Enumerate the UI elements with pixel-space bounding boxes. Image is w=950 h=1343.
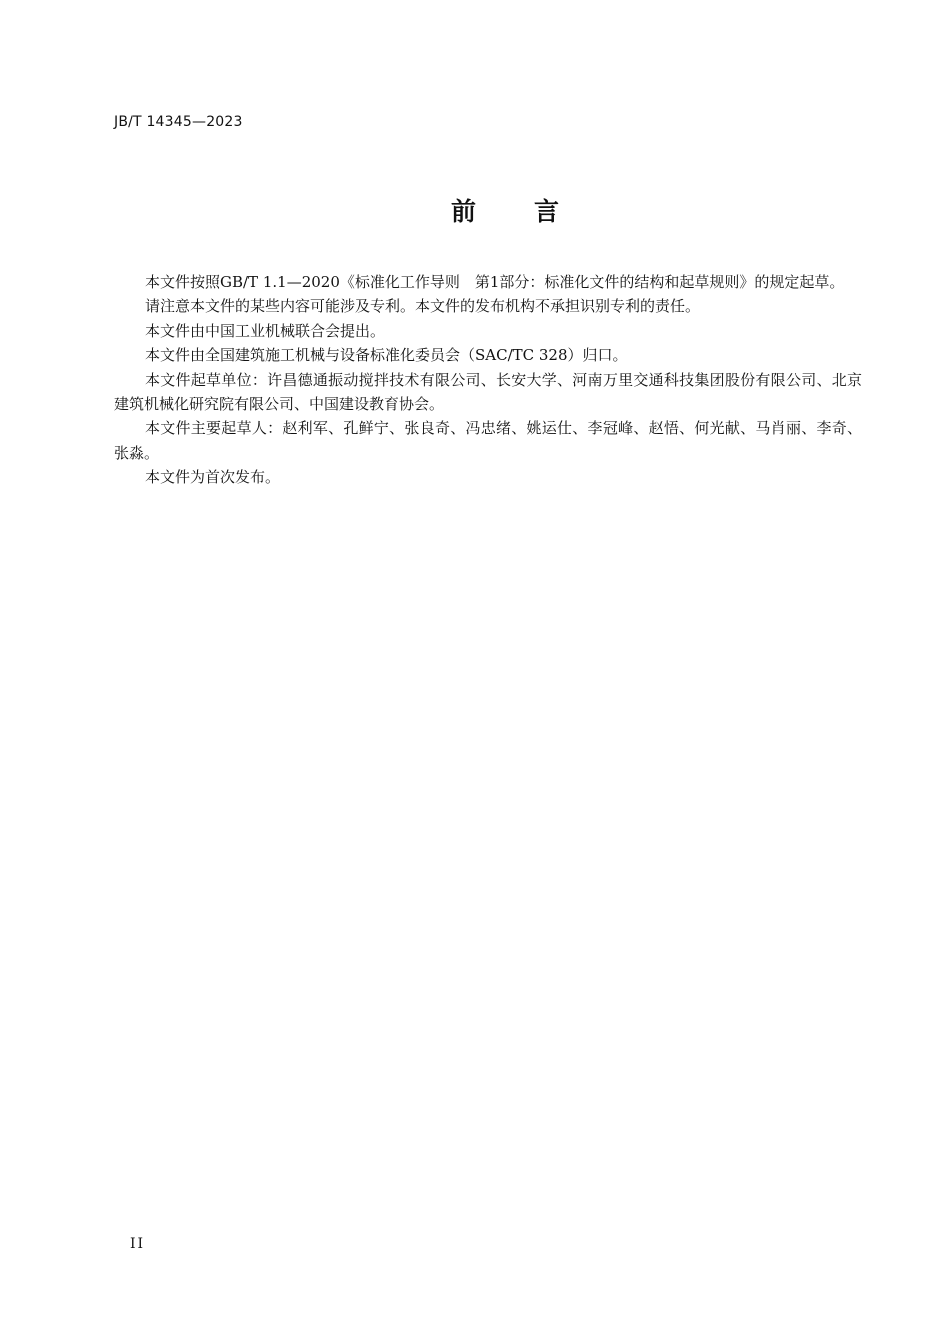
- foreword-body: [114, 270, 862, 490]
- standard-code: JB/T 14345—2023: [114, 114, 243, 130]
- page-title: [0, 192, 950, 228]
- paragraph-proposed-by: 本文件由中国工业机械联合会提出。: [145, 321, 386, 340]
- paragraph-drafting-rules: 本文件按照GB/T 1.1—2020《标准化工作导则 第1部分：标准化文件的结构和起草规则》的规定起草。: [145, 273, 845, 291]
- page-number: II: [130, 1236, 146, 1252]
- paragraph-first-issue: 本文件为首次发布。: [145, 468, 281, 487]
- paragraph-drafting-organizations: 本文件起草单位：许昌德通振动搅拌技术有限公司、长安大学、河南万里交通科技集团股份有限公司、北京建筑机械化研究院有限公司、中国建设教育协会。: [114, 370, 862, 414]
- title-char-1: 前: [450, 197, 476, 226]
- paragraph-main-drafters: 本文件主要起草人：赵利军、孔鲜宁、张良奇、冯忠绪、姚运仕、李冠峰、赵悟、何光献、马肖丽、李奇、张淼。: [114, 419, 862, 462]
- title-char-2: 言: [534, 197, 560, 226]
- paragraph-patent-notice: 请注意本文件的某些内容可能涉及专利。本文件的发布机构不承担识别专利的责任。: [145, 297, 701, 316]
- paragraph-under-jurisdiction: 本文件由全国建筑施工机械与设备标准化委员会（SAC/TC 328）归口。: [145, 346, 628, 365]
